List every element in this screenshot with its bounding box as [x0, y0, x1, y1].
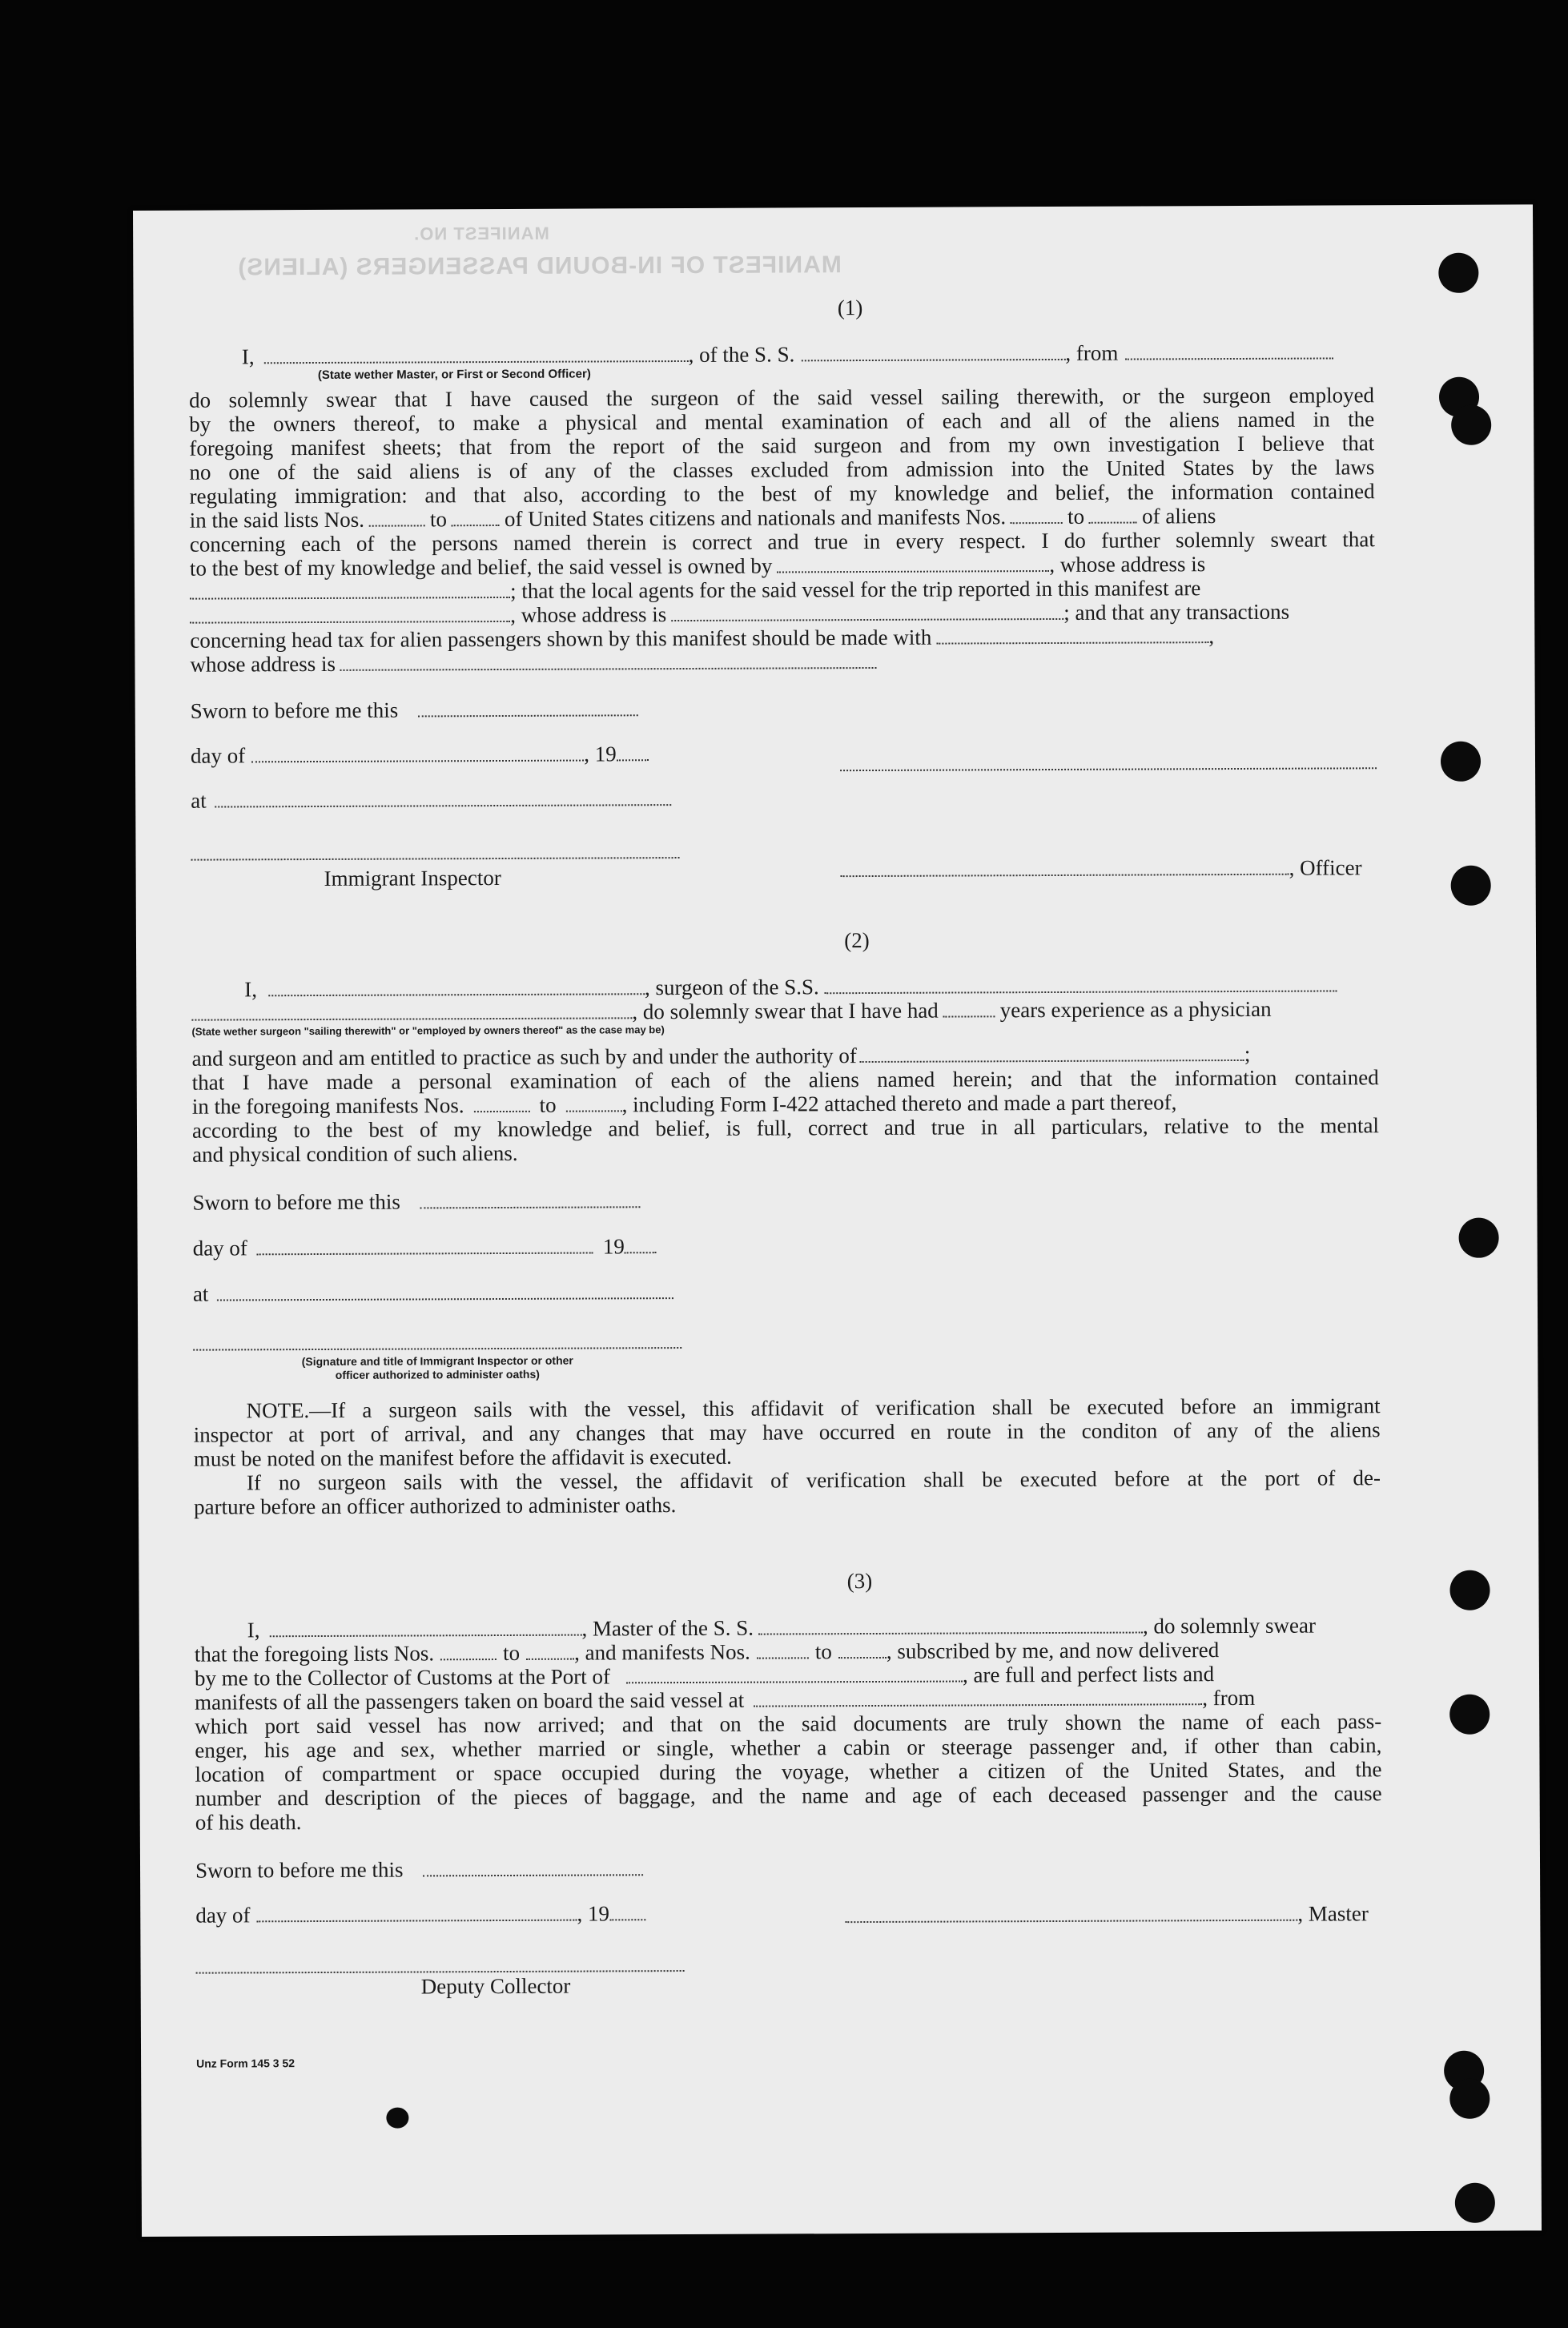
blank [420, 1190, 641, 1208]
signature-blank [193, 1331, 681, 1351]
owner-blank [777, 554, 1049, 573]
note-line: If no surgeon sails with the vessel, the affidavit of verification shall be executed before at the port of de- [246, 1466, 1381, 1495]
port-blank [1124, 341, 1333, 360]
paragraph-line: do solemnly swear that I have caused the surgeon of the said vessel sailing therewith, or the surgeon employed [188, 383, 1375, 412]
signature-blank [191, 841, 679, 861]
blank [566, 1094, 622, 1112]
blank [216, 1281, 673, 1301]
authority-blank [860, 1043, 1244, 1063]
show-through-text: MANIFEST NO. [413, 223, 549, 244]
blank [369, 509, 425, 526]
paragraph-line: in the foregoing manifests Nos. to , including Form I-422 attached thereto and made a part thereof, [191, 1090, 1177, 1119]
departure-port-blank [754, 1687, 1202, 1707]
paragraph-line: concerning each of the persons named therein is correct and true in every respect. I do further solemnly sweart that [189, 527, 1375, 557]
section-number: (3) [846, 1568, 873, 1594]
place-line: at [193, 1280, 673, 1306]
note-line: must be noted on the manifest before the affidavit is executed. [193, 1444, 732, 1471]
oath-line: I, , surgeon of the S.S. [244, 972, 1337, 1001]
agents-blank [190, 605, 510, 624]
vessel-blank [824, 974, 1337, 994]
punch-hole [1451, 405, 1491, 445]
blank [257, 1236, 593, 1256]
paragraph-line: in the said lists Nos. to of United States citizens and nationals and manifests Nos. to of aliens [189, 504, 1216, 533]
sworn-line: Sworn to before me this [191, 697, 639, 722]
field-caption: (State wether surgeon "sailing therewith" or "employed by owners thereof" as the case may be) [191, 1023, 665, 1038]
oath-line: I, , of the S. S. , from [242, 340, 1333, 368]
punch-hole [1441, 742, 1481, 782]
paragraph-line: concerning head tax for alien passengers shown by this manifest should be made with , [190, 624, 1215, 653]
date-line: day of , 19 [191, 742, 649, 767]
paragraph-line: enger, his age and sex, whether married or single, whether a cabin or steerage passenger and, if other than cabin, [195, 1733, 1382, 1763]
oath-line: , do solemnly swear that I have had years experience as a physician [191, 997, 1271, 1026]
paragraph-line: that I have made a personal examination of each of the aliens named herein; and that the information contained [191, 1065, 1379, 1095]
note-line: NOTE.—If a surgeon sails with the vessel, this affidavit of verification shall be executed before an immigrant [246, 1393, 1381, 1423]
head-tax-blank [936, 625, 1208, 644]
sworn-line: Sworn to before me this [192, 1188, 641, 1214]
name-blank [269, 1618, 581, 1638]
punch-hole [1459, 1218, 1499, 1258]
paragraph-line: according to the best of my knowledge and belief, is full, correct and true in all particulars, relative to the mental [191, 1113, 1380, 1143]
vessel-blank [801, 343, 1065, 361]
port-blank [626, 1664, 963, 1683]
form-page [133, 204, 1542, 2237]
paragraph-line: ; that the local agents for the said vessel for the trip reported in this manifest are [190, 576, 1200, 605]
show-through-text: MANIFEST OF IN-BOUND PASSENGERS (ALIENS) [237, 251, 842, 281]
address-blank [340, 651, 877, 671]
paragraph-line: manifests of all the passengers taken on board the said vessel at , from [195, 1685, 1256, 1715]
inspector-label: Immigrant Inspector [324, 866, 501, 891]
blank [251, 744, 584, 763]
punch-hole [1449, 1695, 1490, 1735]
officer-line: , Officer [841, 855, 1362, 882]
blank [845, 1904, 1297, 1923]
signature-caption: (Signature and title of Immigrant Inspector or other officer authorized to administer oaths) [301, 1353, 573, 1381]
signature-blank [196, 1954, 685, 1974]
paragraph-line: location of compartment or space occupied during the voyage, whether a citizen of the United States, and the [195, 1757, 1382, 1787]
vessel-blank [758, 1616, 1143, 1635]
blank [625, 1236, 657, 1253]
place-line: at [191, 786, 671, 813]
paragraph-line: number and description of the pieces of baggage, and the name and age of each deceased passenger and the cause [195, 1781, 1382, 1811]
paragraph-line: and physical condition of such aliens. [192, 1140, 518, 1167]
section-number: (1) [837, 296, 863, 320]
blank [440, 1642, 497, 1660]
paragraph-line: to the best of my knowledge and belief, the said vessel is owned by , whose address is [189, 552, 1206, 581]
paragraph-line: by me to the Collector of Customs at the Port of , are full and perfect lists and [194, 1662, 1215, 1691]
note-line: inspector at port of arrival, and any changes that may have occurred en route in the conditon of any of the aliens [193, 1417, 1381, 1447]
paragraph-line: , whose address is ; and that any transactions [190, 600, 1289, 629]
paragraph-line: whose address is [190, 649, 877, 677]
paragraph-line: of his death. [195, 1810, 302, 1835]
blank [526, 1642, 574, 1660]
paragraph-line: that the foregoing lists Nos. to , and manifests Nos. to , subscribed by me, and now delivered [194, 1638, 1220, 1667]
blank [474, 1095, 530, 1112]
name-blank [263, 344, 688, 364]
paragraph-line: which port said vessel has now arrived; and that on the said documents are truly shown the name of each pass- [195, 1709, 1382, 1739]
note-line: parture before an officer authorized to administer oaths. [193, 1493, 677, 1519]
date-line: day of , 19 [195, 1901, 645, 1927]
blank [1011, 506, 1063, 524]
punch-hole [1451, 866, 1491, 906]
blank [452, 509, 500, 526]
paragraph-line: no one of the said aliens is of any of the classes excluded from admission into the United States by the laws [189, 455, 1375, 484]
paragraph-line: foregoing manifest sheets; that from the report of the said surgeon and from my own investigation I believe that [189, 431, 1375, 460]
punch-hole [1455, 2183, 1495, 2223]
date-line: day of 19 [193, 1234, 657, 1260]
field-caption: (State wether Master, or First or Second Officer) [317, 367, 591, 382]
section-number: (2) [844, 927, 870, 953]
punch-hole [1438, 253, 1478, 293]
blank [256, 1904, 577, 1923]
oath-line: I, , Master of the S. S. , do solemnly swear [247, 1613, 1316, 1642]
blank [215, 788, 671, 807]
sworn-line: Sworn to before me this [195, 1856, 644, 1882]
master-signature-line: , Master [845, 1901, 1369, 1928]
punch-hole [1449, 2079, 1490, 2119]
years-blank [943, 999, 995, 1017]
blank [838, 1641, 887, 1659]
paragraph-line: regulating immigration: and that also, according to the best of my knowledge and belief, the information contained [189, 479, 1375, 509]
status-blank [191, 1001, 632, 1020]
blank [757, 1641, 809, 1659]
signature-blank [840, 751, 1377, 771]
blank [609, 1903, 645, 1920]
paragraph-line: and surgeon and am entitled to practice as such by and under the authority of ; [191, 1041, 1251, 1071]
punch-hole [386, 2108, 408, 2129]
blank [617, 743, 649, 761]
blank [841, 858, 1289, 877]
blank [1089, 506, 1137, 524]
name-blank [268, 977, 645, 996]
blank [423, 1858, 643, 1876]
paragraph-line: by the owners thereof, to make a physical and mental examination of each and all of the aliens named in the [189, 407, 1375, 436]
agent-address-blank [671, 602, 1063, 621]
deputy-collector-label: Deputy Collector [420, 1973, 571, 1999]
form-number: Unz Form 145 3 52 [196, 2057, 296, 2070]
blank [418, 698, 638, 717]
address-blank [190, 581, 510, 600]
